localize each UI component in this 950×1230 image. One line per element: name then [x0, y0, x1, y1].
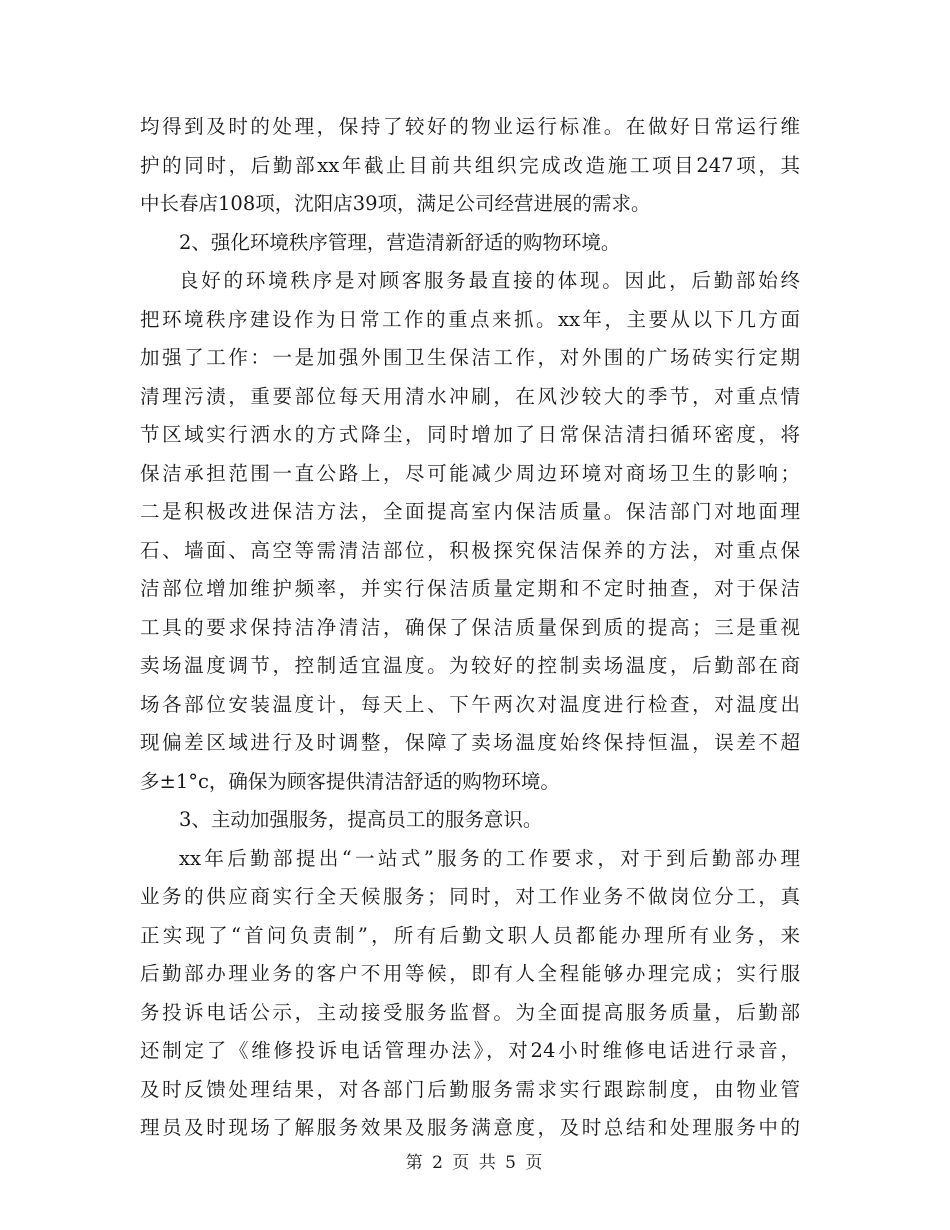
text-line: 把环境秩序建设作为日常工作的重点来抓。xx年，主要从以下几方面	[140, 307, 800, 331]
text-line: 正实现了“首问负责制”，所有后勤文职人员都能办理所有业务，来	[140, 923, 800, 947]
text-line: 3、主动加强服务，提高员工的服务意识。	[179, 808, 543, 831]
text-line: 多±1°c，确保为顾客提供清洁舒适的购物环境。	[140, 769, 560, 793]
document-body	[140, 108, 800, 1148]
text-line: 护的同时，后勤部xx年截止目前共组织完成改造施工项目247项，其	[140, 153, 800, 177]
text-line: 保洁承担范围一直公路上，尽可能减少周边环境对商场卫生的影响；	[140, 461, 800, 485]
text-line: 中长春店108项，沈阳店39项，满足公司经营进展的需求。	[140, 192, 651, 215]
text-line: 良好的环境秩序是对顾客服务最直接的体现。因此，后勤部始终	[179, 269, 800, 292]
text-line: 业务的供应商实行全天候服务；同时，对工作业务不做岗位分工，真	[140, 885, 800, 908]
text-line: 还制定了《维修投诉电话管理办法》，对24小时维修电话进行录音，	[140, 1039, 800, 1062]
text-line: 洁部位增加维护频率，并实行保洁质量定期和不定时抽查，对于保洁	[140, 577, 800, 600]
text-line: 2、强化环境秩序管理，营造清新舒适的购物环境。	[179, 230, 621, 254]
text-line: 后勤部办理业务的客户不用等候，即有人全程能够办理完成；实行服	[140, 962, 800, 985]
text-line: 工具的要求保持洁净清洁，确保了保洁质量保到质的提高；三是重视	[140, 615, 800, 639]
text-line: 及时反馈处理结果，对各部门后勤服务需求实行跟踪制度，由物业管	[140, 1077, 800, 1101]
text-line: 理员及时现场了解服务效果及服务满意度，及时总结和处理服务中的	[140, 1116, 800, 1139]
text-line: 节区域实行洒水的方式降尘，同时增加了日常保洁清扫循环密度，将	[140, 423, 800, 446]
page-footer	[0, 1148, 950, 1173]
text-line: 现偏差区域进行及时调整，保障了卖场温度始终保持恒温，误差不超	[140, 731, 800, 754]
text-line: 均得到及时的处理，保持了较好的物业运行标准。在做好日常运行维	[140, 115, 800, 138]
text-line: 加强了工作：一是加强外围卫生保洁工作，对外围的广场砖实行定期	[140, 346, 800, 369]
text-line: 务投诉电话公示，主动接受服务监督。为全面提高服务质量，后勤部	[140, 1000, 800, 1024]
text-line: 石、墙面、高空等需清洁部位，积极探究保洁保养的方法，对重点保	[140, 538, 800, 562]
text-line: xx年后勤部提出“一站式”服务的工作要求，对于到后勤部办理	[179, 846, 800, 870]
text-line: 二是积极改进保洁方法，全面提高室内保洁质量。保洁部门对地面理	[140, 500, 800, 523]
page-number-label: 第 2 页 共 5 页	[405, 1153, 545, 1173]
text-line: 场各部位安装温度计，每天上、下午两次对温度进行检查，对温度出	[140, 692, 800, 716]
text-line: 卖场温度调节，控制适宜温度。为较好的控制卖场温度，后勤部在商	[140, 654, 800, 677]
text-line: 清理污渍，重要部位每天用清水冲刷，在风沙较大的季节，对重点情	[140, 384, 800, 408]
